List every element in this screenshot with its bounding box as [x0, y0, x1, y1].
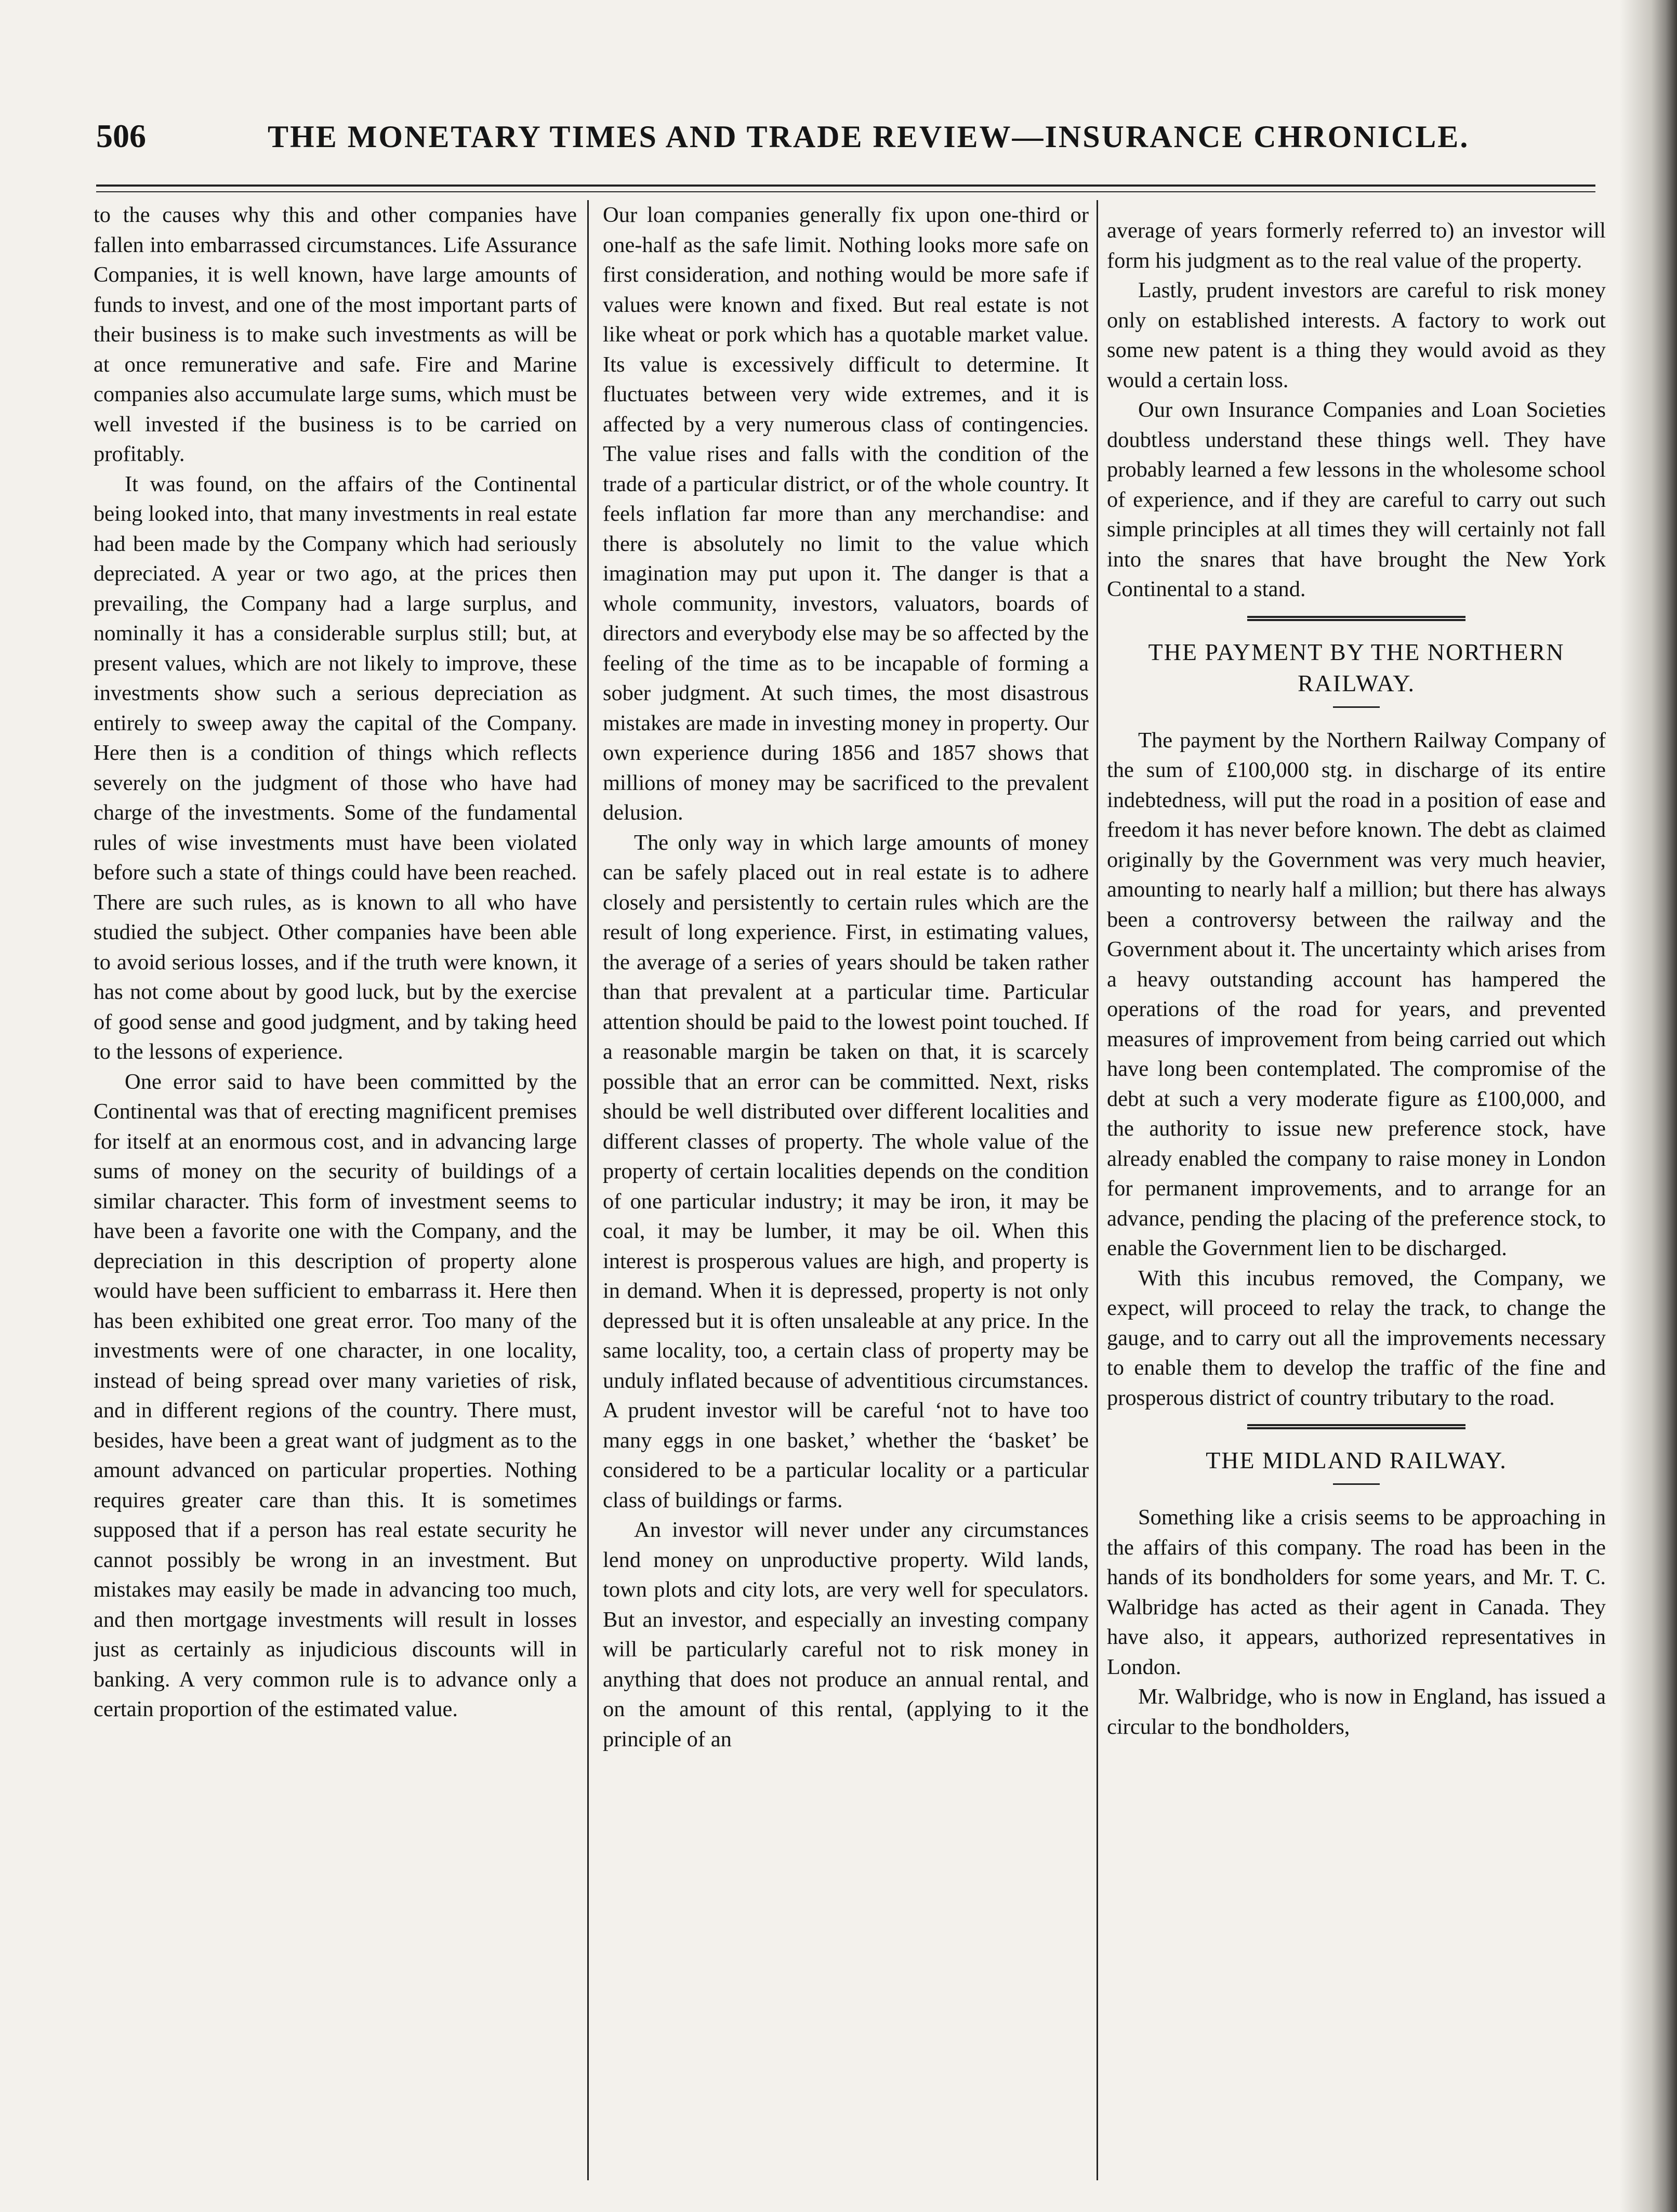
midland-railway-heading: THE MIDLAND RAILWAY. [1206, 1447, 1507, 1473]
journal-title: THE MONETARY TIMES AND TRADE REVIEW—INSURANCE CHRONICLE. [268, 120, 1470, 154]
page-edge-shadow [1620, 0, 1677, 2212]
paragraph: Lastly, prudent investors are careful to risk money only on established interests. A factory to work out some new patent is a thing they would avoid as they would a certain loss. [1107, 278, 1606, 392]
paragraph: average of years formerly referred to) an investor will form his judgment as to the real value of the property. [1107, 218, 1606, 273]
northern-railway-heading: THE PAYMENT BY THE NORTHERN RAILWAY. [1148, 638, 1565, 696]
column-divider-1 [587, 200, 589, 2180]
section-separator [1247, 616, 1465, 621]
section-separator [1247, 1424, 1465, 1429]
column-divider-2 [1097, 200, 1098, 2180]
column-1 [94, 200, 577, 2175]
paragraph: Our own Insurance Companies and Loan Societies doubtless understand these things well. They have probably learned a few lessons in the wholesome school of experience, and if they are careful to carry out such simple principles at all times they will certainly not fall into the snares that have brought the New York Continental to a stand. [1107, 398, 1606, 601]
paragraph: Something like a crisis seems to be approaching in the affairs of this company. The road has been in the hands of its bondholders for some years, and Mr. T. C. Walbridge has acted as their agent in Canada. They have also, it appears, authorized representatives in London. [1107, 1505, 1606, 1679]
header-rule-thin [96, 191, 1595, 192]
header-rule [96, 185, 1595, 187]
paragraph: The payment by the Northern Railway Company of the sum of £100,000 stg. in discharge of its entire indebtedness, will put the road in a position of ease and freedom it has never before known. The debt as claimed originally by the Government was very much heavier, amounting to nearly half a million; but there has always been a controversy between the railway and the Government about it. The uncertainty which arises from a heavy outstanding account has hampered the operations of the road for years, and prevented measures of improvement from being carried out which have long been contemplated. The compromise of the debt at such a very moderate figure as £100,000, and the authority to issue new preference stock, have already enabled the company to raise money in London for permanent improvements, and to arrange for an advance, pending the placing of the preference stock, to enable the Government lien to be discharged. [1107, 728, 1606, 1260]
page-number: 506 [96, 117, 146, 154]
paragraph: to the causes why this and other companies have fallen into embarrassed circumstances. Life Assurance Companies, it is well known, have large amounts of funds to invest, and one of the most important parts of their business is to make such investments as will be at once remunerative and safe. Fire and Marine companies also accumulate large sums, which must be well invested if the business is to be carried on profitably. [94, 203, 577, 466]
heading-rule [1333, 706, 1380, 708]
paragraph: One error said to have been committed by the Continental was that of erecting magnificent premises for itself at an enormous cost, and in advancing large sums of money on the security of buildings of a similar character. This form of investment seems to have been a favorite one with the Company, and the depreciation in this description of property alone would have been sufficient to embarrass it. Here then has been exhibited one great error. Too many of the investments were of one character, in one locality, instead of being spread over many varieties of risk, and in different regions of the country. There must, besides, have been a great want of judgment as to the amount advanced on particular properties. Nothing requires greater care than this. It is sometimes supposed that if a person has real estate security he cannot possibly be wrong in an investment. But mistakes may easily be made in advancing too much, and then mortgage investments will result in losses just as certainly as injudicious discounts will in banking. A very common rule is to advance only a certain proportion of the estimated value. [94, 1069, 577, 1721]
heading-rule [1333, 1483, 1380, 1485]
paragraph: It was found, on the affairs of the Continental being looked into, that many investments in real estate had been made by the Company which had seriously depreciated. A year or two ago, at the prices then prevailing, the Company had a large surplus, and nominally it has a considerable surplus still; but, at present values, which are not likely to improve, these investments show such a serious depreciation as entirely to sweep away the capital of the Company. Here then is a condition of things which reflects severely on the judgment of those who have had charge of the investments. Some of the fundamental rules of wise investments must have been violated before such a state of things could have been reached. There are such rules, as is known to all who have studied the subject. Other companies have been able to avoid serious losses, and if the truth were known, it has not come about by good luck, but by the exercise of good sense and good judgment, and by taking heed to the lessons of experience. [94, 471, 577, 1064]
paragraph: Our loan companies generally fix upon one-third or one-half as the safe limit. Nothing looks more safe on first consideration, and nothing would be more safe if values were known and fixed. But real estate is not like wheat or pork which has a quotable market value. Its value is excessively difficult to determine. It fluctuates between very wide extremes, and it is affected by a very numerous class of contingencies. The value rises and falls with the condition of the trade of a particular district, or of the whole country. It feels inflation far more than any merchandise: and there is absolutely no limit to the value which imagination may put upon it. The danger is that a whole community, investors, valuators, boards of directors and everybody else may be so affected by the feeling of the time as to be incapable of forming a sober judgment. At such times, the most disastrous mistakes are made in investing money in property. Our own experience during 1856 and 1857 shows that millions of money may be sacrificed to the prevalent delusion. [603, 203, 1089, 825]
paragraph: An investor will never under any circumstances lend money on unproductive property. Wild lands, town plots and city lots, are very well for speculators. But an investor, and especially an investing company will be particularly careful not to risk money in anything that does not produce an annual rental, and on the amount of this rental, (applying to it the principle of an [603, 1518, 1089, 1752]
paragraph: Mr. Walbridge, who is now in England, has issued a circular to the bondholders, [1107, 1684, 1606, 1739]
paragraph: With this incubus removed, the Company, we expect, will proceed to relay the track, to change the gauge, and to carry out all the improvements necessary to enable them to develop the traffic of the fine and prosperous district of country tributary to the road. [1107, 1266, 1606, 1410]
column-3 [1107, 200, 1606, 2175]
paragraph: The only way in which large amounts of money can be safely placed out in real estate is to adhere closely and persistently to certain rules which are the result of long experience. First, in estimating values, the average of a series of years should be taken rather than that prevalent at a particular time. Particular attention should be paid to the lowest point touched. If a reasonable margin be taken on that, it is scarcely possible that an error can be committed. Next, risks should be well distributed over different localities and different classes of property. The whole value of the property of certain localities depends on the condition of one particular industry; it may be iron, it may be coal, it may be lumber, it may be oil. When this interest is prosperous values are high, and property is in demand. When it is depressed, property is not only depressed but it is often unsaleable at any price. In the same locality, too, a certain class of property may be unduly inflated because of adventitious circumstances. A prudent investor will be careful ‘not to have too many eggs in one basket,’ whether the ‘basket’ be considered to be a particular locality or a particular class of buildings or farms. [603, 830, 1089, 1512]
column-2 [603, 200, 1089, 2175]
page-header [96, 112, 1582, 174]
